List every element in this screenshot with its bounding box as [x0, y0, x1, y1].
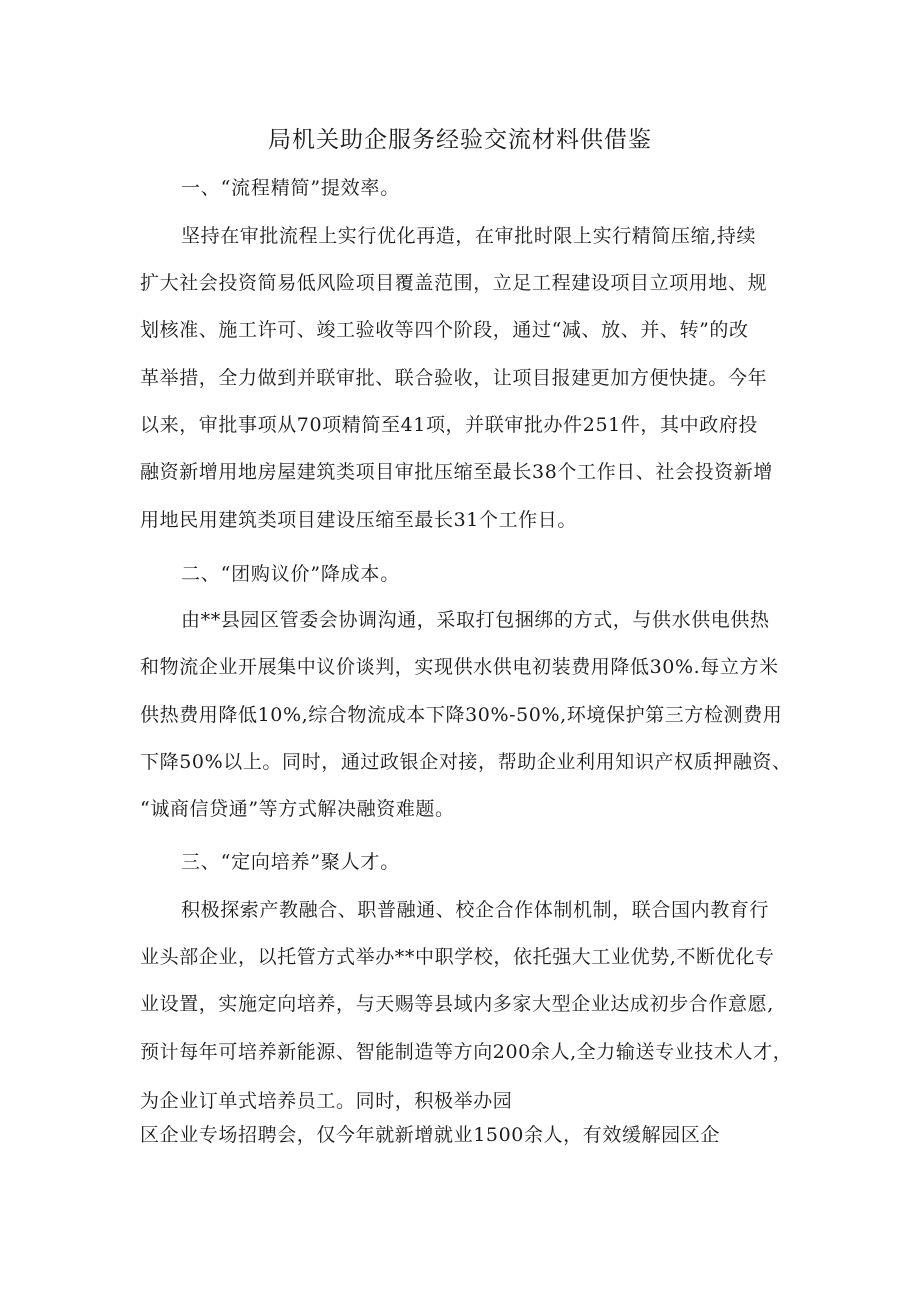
paragraph-line: 业头部企业，以托管方式举办**中职学校，依托强大工业优势,不断优化专: [140, 946, 775, 968]
paragraph-line: 区企业专场招聘会，仅今年就新增就业1500余人，有效缓解园区企: [140, 1124, 720, 1146]
paragraph-line: 预计每年可培养新能源、智能制造等方向200余人,全力输送专业技术人才，: [140, 1041, 793, 1063]
section-heading-1: 一、“流程精简”提效率。: [181, 177, 401, 199]
paragraph-line: 和物流企业开展集中议价谈判，实现供水供电初装费用降低30%.每立方米: [140, 656, 779, 678]
paragraph-line: 用地民用建筑类项目建设压缩至最长31个工作日。: [140, 509, 577, 531]
paragraph-line: “诚商信贷通”等方式解决融资难题。: [140, 798, 455, 820]
section-heading-2: 二、“团购议价”降成本。: [181, 563, 401, 585]
paragraph-line: 以来，审批事项从70项精简至41项，并联审批办件251件，其中政府投: [140, 414, 759, 436]
paragraph-line: 为企业订单式培养员工。同时，积极举办园: [140, 1090, 513, 1112]
paragraph-line: 坚持在审批流程上实行优化再造，在审批时限上实行精简压缩,持续: [181, 225, 757, 247]
paragraph-line: 业设置，实施定向培养，与天赐等县域内多家大型企业达成初步合作意愿,: [140, 993, 774, 1015]
paragraph-line: 由**县园区管委会协调沟通，采取打包捆绑的方式，与供水供电供热: [181, 609, 770, 631]
paragraph-line: 积极探索产教融合、职普融通、校企合作体制机制，联合国内教育行: [181, 899, 770, 921]
section-heading-3: 三、“定向培养”聚人才。: [181, 851, 401, 873]
paragraph-line: 供热费用降低10%,综合物流成本下降30%-50%,环境保护第三方检测费用: [140, 704, 783, 726]
paragraph-line: 革举措，全力做到并联审批、联合验收，让项目报建更加方便快捷。今年: [140, 367, 768, 389]
paragraph-line: 扩大社会投资简易低风险项目覆盖范围，立足工程建设项目立项用地、规: [140, 272, 768, 294]
paragraph-line: 融资新增用地房屋建筑类项目审批压缩至最长38个工作日、社会投资新增: [140, 461, 773, 483]
paragraph-line: 下降50%以上。同时，通过政银企对接，帮助企业利用知识产权质押融资、: [140, 751, 792, 773]
paragraph-line: 划核准、施工许可、竣工验收等四个阶段，通过“减、放、并、转”的改: [140, 319, 749, 341]
document-title: 局机关助企服务经验交流材料供借鉴: [268, 127, 652, 153]
